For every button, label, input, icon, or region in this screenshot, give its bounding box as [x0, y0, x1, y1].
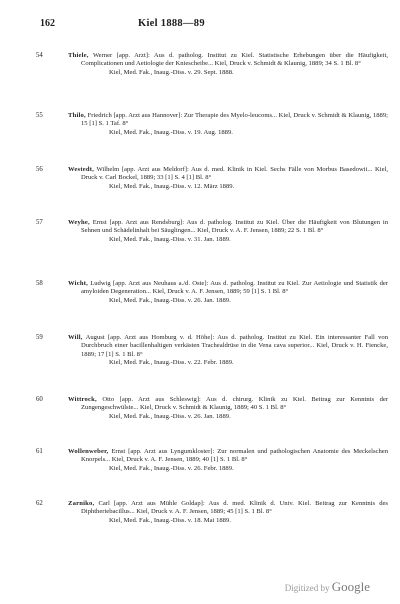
author-name: Zarniko,: [68, 500, 95, 507]
author-name: Wittrock,: [68, 396, 97, 403]
author-name: Westedt,: [68, 166, 94, 173]
entry-number: 55: [36, 112, 43, 119]
entry-text: Ernst [app. Arzt aus Lyngumkloster]: Zur normalen und pathologischen Anatomie des Meckelschen Knorpels... Kiel, Druck v. A. F. Jensen, 1889; 40 [1] S. 1 Bl. 8°: [81, 448, 388, 464]
entry-number: 60: [36, 396, 43, 403]
author-name: Wollenweber,: [68, 448, 109, 455]
entry-institution: Kiel, Med. Fak., Inaug.-Diss. v. 26. Jan. 1889.: [109, 412, 231, 420]
author-name: Thilo,: [68, 112, 86, 119]
author-name: Thiele,: [68, 52, 89, 59]
digitization-watermark: [285, 579, 370, 595]
entry-number: 62: [36, 500, 43, 507]
entry-institution: Kiel, Med. Fak., Inaug.-Diss. v. 22. Febr. 1889.: [109, 359, 234, 367]
entry-number: 59: [36, 334, 43, 341]
entry-number: 58: [36, 280, 43, 287]
page-number: 162: [40, 18, 55, 29]
author-name: Wicht,: [68, 280, 88, 287]
entry-institution: Kiel, Med. Fak., Inaug.-Diss. v. 31. Jan. 1889.: [109, 235, 231, 243]
entry-number: 56: [36, 166, 43, 173]
entry-number: 54: [36, 52, 43, 59]
entry-institution: Kiel, Med. Fak., Inaug.-Diss. v. 19. Aug. 1889.: [109, 128, 233, 136]
watermark-prefix: Digitized by: [284, 583, 330, 593]
entry-text: Otto [app. Arzt aus Schleswig]: Aus d. chirurg. Klinik zu Kiel. Beitrag zur Kenntnis der Zungengeschwülste... Kiel, Druck v. Schmidt & Klaunig, 1889; 40 S. 1 Bl. 8°: [81, 396, 388, 412]
entry-text: Werner [app. Arzt]: Aus d. patholog. Institut zu Kiel. Statistische Erhebungen über die Häufigkeit, Complicationen und Aetiologie der Kniescheibe... Kiel, Druck v. Schmidt & Klaunig, 1889; 34 S. 1 Bl. 8°: [81, 52, 388, 68]
watermark-brand: Google: [331, 579, 370, 594]
entry-text: Carl [app. Arzt aus Mühle Goldap]: Aus d. med. Klinik d. Univ. Kiel. Beitrag zur Kenntnis des Diphtheriebacillus... Kiel, Druck v. A. F. Jensen, 1889; 45 [1] S. 1 Bl. 8°: [81, 500, 388, 516]
entry-institution: Kiel, Med. Fak., Inaug.-Diss. v. 26. Jan. 1889.: [109, 296, 231, 304]
entry-institution: Kiel, Med. Fak., Inaug.-Diss. v. 26. Febr. 1889.: [109, 464, 234, 472]
entry-text: Friedrich [app. Arzt aus Hannover]: Zur Therapie des Myelo-leucoms... Kiel, Druck v. Schmidt & Klaunig, 1889; 15 [1] S. 1 Taf. 8°: [81, 112, 388, 128]
page-header: [40, 18, 385, 32]
entry-text: Wilhelm [app. Arzt aus Meldorf]: Aus d. med. Klinik in Kiel. Sechs Fälle von Morbus Basedowii... Kiel, Druck v. Carl Bockel, 1889; 33 [1] S. 4 [1] Bl. 8°: [81, 166, 388, 182]
running-title: Kiel 1888—89: [138, 18, 205, 29]
entry-institution: Kiel, Med. Fak., Inaug.-Diss. v. 18. Mai 1889.: [109, 516, 231, 524]
entry-text: August [app. Arzt aus Homburg v. d. Höhe]: Aus d. patholog. Institut zu Kiel. Ein interessanter Fall von Durchbruch einer bacillenhaltigen verkästen Trachealdrüse in die Vena cava superior... Kiel, Druck v. H. Fiencke, 1889; 17 [1] S. 1 Bl. 8°: [81, 334, 388, 358]
author-name: Will,: [68, 334, 83, 341]
author-name: Weyhe,: [68, 219, 90, 226]
entry-institution: Kiel, Med. Fak., Inaug.-Diss. v. 12. März 1889.: [109, 182, 235, 190]
entry-number: 57: [36, 219, 43, 226]
entry-institution: Kiel, Med. Fak., Inaug.-Diss. v. 29. Sept. 1888.: [109, 68, 234, 76]
entry-text: Ernst [app. Arzt aus Rendsburg]: Aus d. patholog. Institut zu Kiel. Über die Häufigkeit von Blutungen in Sehnen und Schädelinhalt bei Säuglingen... Kiel, Druck v. A. F. Jensen, 1889; 22 S. 1 Bl. 8°: [81, 219, 388, 235]
entry-number: 61: [36, 448, 43, 455]
entry-text: Ludwig [app. Arzt aus Neuhaus a./d. Oste]: Aus d. patholog. Institut zu Kiel. Zur Aetiologie und Statistik der amyloiden Degeneration... Kiel, Druck v. A. F. Jensen, 1889; 59 [1] S. 1 Bl. 8°: [81, 280, 388, 296]
